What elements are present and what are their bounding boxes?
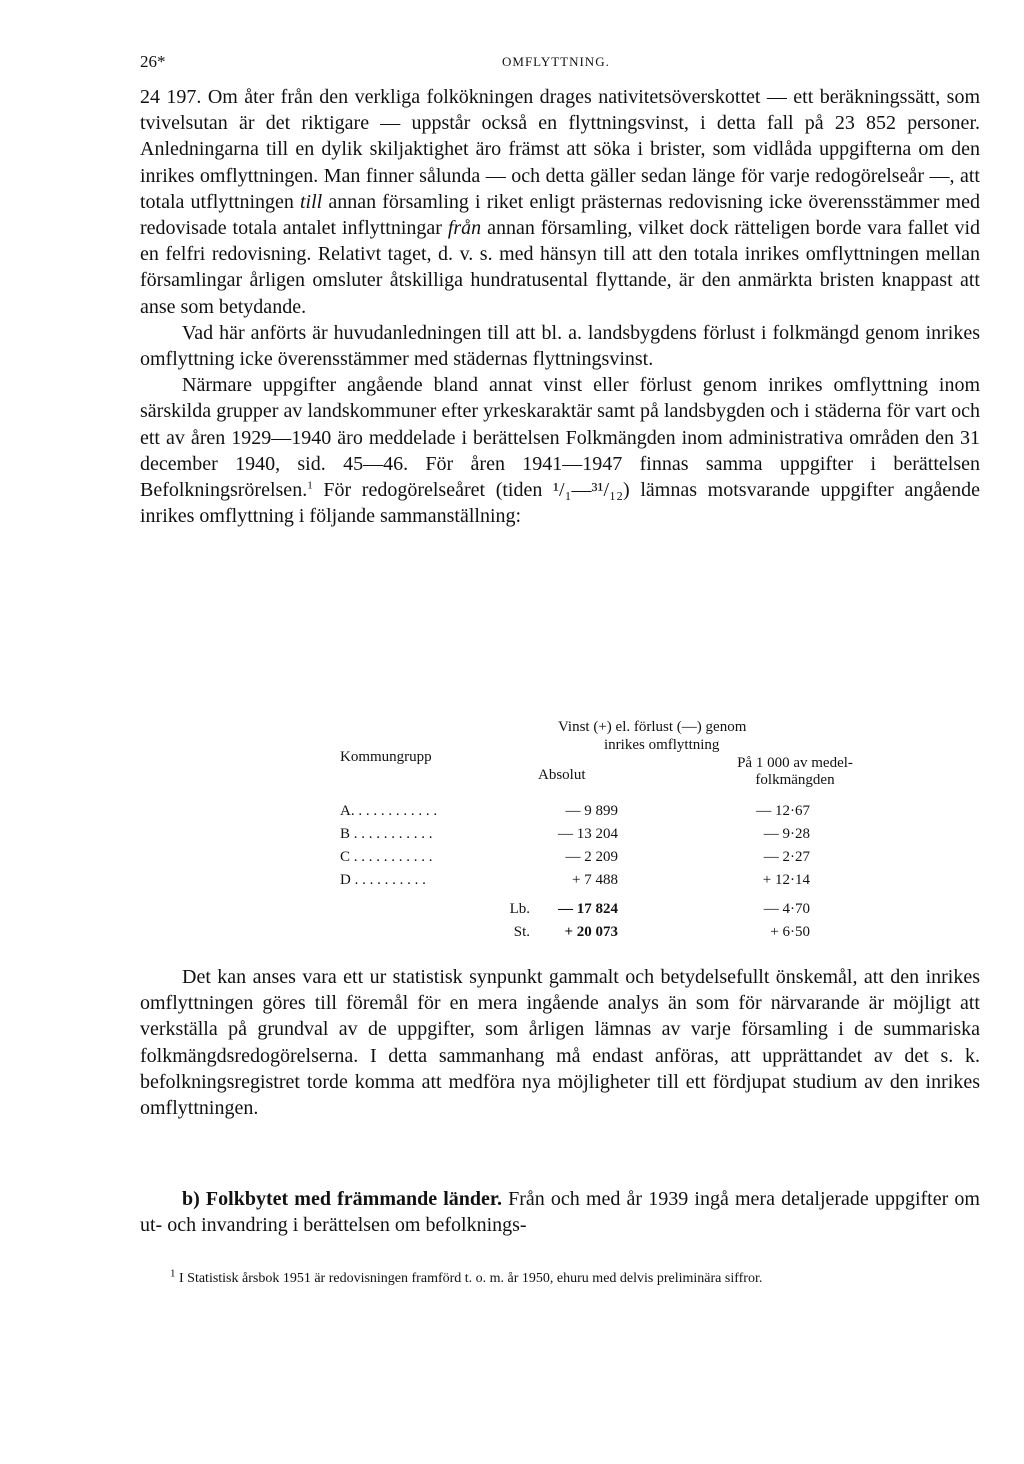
row-label: D . . . . . . . . . .: [340, 872, 426, 888]
total-abs: — 17 824: [558, 901, 618, 917]
total-label: Lb.: [509, 901, 530, 917]
row-label: A. . . . . . . . . . . .: [340, 803, 438, 819]
col-header-kommungrupp: Kommungrupp: [340, 749, 432, 765]
text-run: annan församling, vilket dock rätteligen borde vara fallet vid en felfri redovisning. Relativt taget, d. v. s. med hänsyn till att den totala inrikes omflyttningen mellan församlingar årligen omsluter åtskilliga hundratusental flyttande, är den anmärkta bristen knappast att anse som betydande.: [140, 217, 980, 318]
main-text: [140, 84, 980, 529]
emphasis-till: till: [300, 190, 323, 213]
omflyttning-table: [340, 718, 900, 948]
total-abs: + 20 073: [564, 924, 618, 940]
paragraph-1: [140, 84, 980, 320]
footnote-ref[interactable]: 1: [307, 479, 313, 492]
row-label: C . . . . . . . . . . .: [340, 849, 433, 865]
paragraph-2: Vad här anförts är huvudanledningen till att bl. a. landsbygdens förlust i folkmängd genom inrikes omflyttning icke överensstämmer med städernas flyttningsvinst.: [140, 321, 980, 371]
footnote-text: [140, 1267, 980, 1287]
page-header: [140, 52, 984, 76]
row-per: — 9·28: [763, 826, 810, 842]
page-number: 26*: [140, 52, 166, 71]
col-header-per-line1: På 1 000 av medel-: [737, 755, 853, 771]
footnote-mark: 1: [170, 1267, 176, 1280]
total-per: — 4·70: [763, 901, 810, 917]
text-run: annan församling i riket enligt prästernas redovisning icke överensstämmer med redovisade totala antalet inflyttningar: [140, 190, 980, 240]
paragraph-3: [140, 372, 980, 529]
row-abs: — 13 204: [558, 826, 618, 842]
row-abs: — 9 899: [565, 803, 618, 819]
row-per: — 12·67: [756, 803, 810, 819]
section-b: [140, 1186, 980, 1238]
row-abs: — 2 209: [565, 849, 618, 865]
section-b-paragraph: [140, 1186, 980, 1238]
row-abs: + 7 488: [572, 872, 618, 888]
paragraph-4: Det kan anses vara ett ur statistisk synpunkt gammalt och betydelsefullt önskemål, att den inrikes omflyttningen göres till föremål för en mera ingående analys än som för närvarande är möjligt att verkställa på grundval av de uppgifter, som årligen lämnas av varje församling i de summariska folkmängdsredogörelserna. I detta sammanhang må endast anföras, att upprättandet av det s. k. befolkningsregistret torde komma att medföra nya möjligheter till ett fördjupat studium av den inrikes omflyttningen.: [140, 966, 980, 1120]
col-header-per-line2: folkmängden: [755, 772, 835, 788]
emphasis-fran: från: [447, 217, 482, 240]
footnote-separator: [140, 1245, 980, 1246]
row-per: — 2·27: [763, 849, 810, 865]
total-per: + 6·50: [770, 924, 810, 940]
row-label: B . . . . . . . . . . .: [340, 826, 433, 842]
section-b-heading: b) Folkbytet med främmande länder.: [182, 1188, 502, 1210]
col-header-per-1000: [700, 755, 890, 789]
text-run: I Statistisk årsbok 1951 är redovisningen framförd t. o. m. år 1950, ehuru med delvis preliminära siffror.: [175, 1271, 763, 1286]
text-run: 24 197. Om åter från den verkliga folkökningen drages nativitetsöverskottet — ett beräkningssätt, som tvivelsutan är det riktigare — uppstår också en flyttningsvinst, i detta fall på 23 852 personer. Anledningarna till en dylik skiljaktighet äro främst att söka i brister, som vidlåda uppgifterna om den inrikes omflyttningen. Man finner sålunda — och detta gäller sedan länge för varje redogörelseår —, att totala utflyttningen: [140, 86, 980, 213]
text-run: För redogörelseåret (tiden ¹/₁—³¹/₁₂) lämnas motsvarande uppgifter angående inrikes omflyttning i följande sammanställning:: [140, 479, 980, 528]
col-header-absolut: Absolut: [538, 767, 586, 783]
table-group-header-2: inrikes omflyttning: [604, 737, 720, 753]
text-run: Närmare uppgifter angående bland annat vinst eller förlust genom inrikes omflyttning inom särskilda grupper av landskommuner efter yrkeskaraktär samt på landsbygden och i städerna för vart och ett av åren 1929—1940 äro meddelade i berättelsen Folkmängden inom administrativa områden den 31 december 1940, sid. 45—46. För åren 1941—1947 finnas samma uppgifter i berättelsen Befolkningsrörelsen.: [140, 374, 980, 502]
footnote: [140, 1267, 980, 1287]
row-per: + 12·14: [762, 872, 810, 888]
table-group-header: Vinst (+) el. förlust (—) genom: [558, 719, 747, 735]
total-label: St.: [513, 924, 530, 940]
text-run: Från och med år 1939 ingå mera detaljerade uppgifter om ut- och invandring i berättelsen om befolknings-: [140, 1188, 980, 1237]
main-text-2: [140, 964, 980, 1121]
running-title: OMFLYTTNING.: [502, 54, 610, 69]
